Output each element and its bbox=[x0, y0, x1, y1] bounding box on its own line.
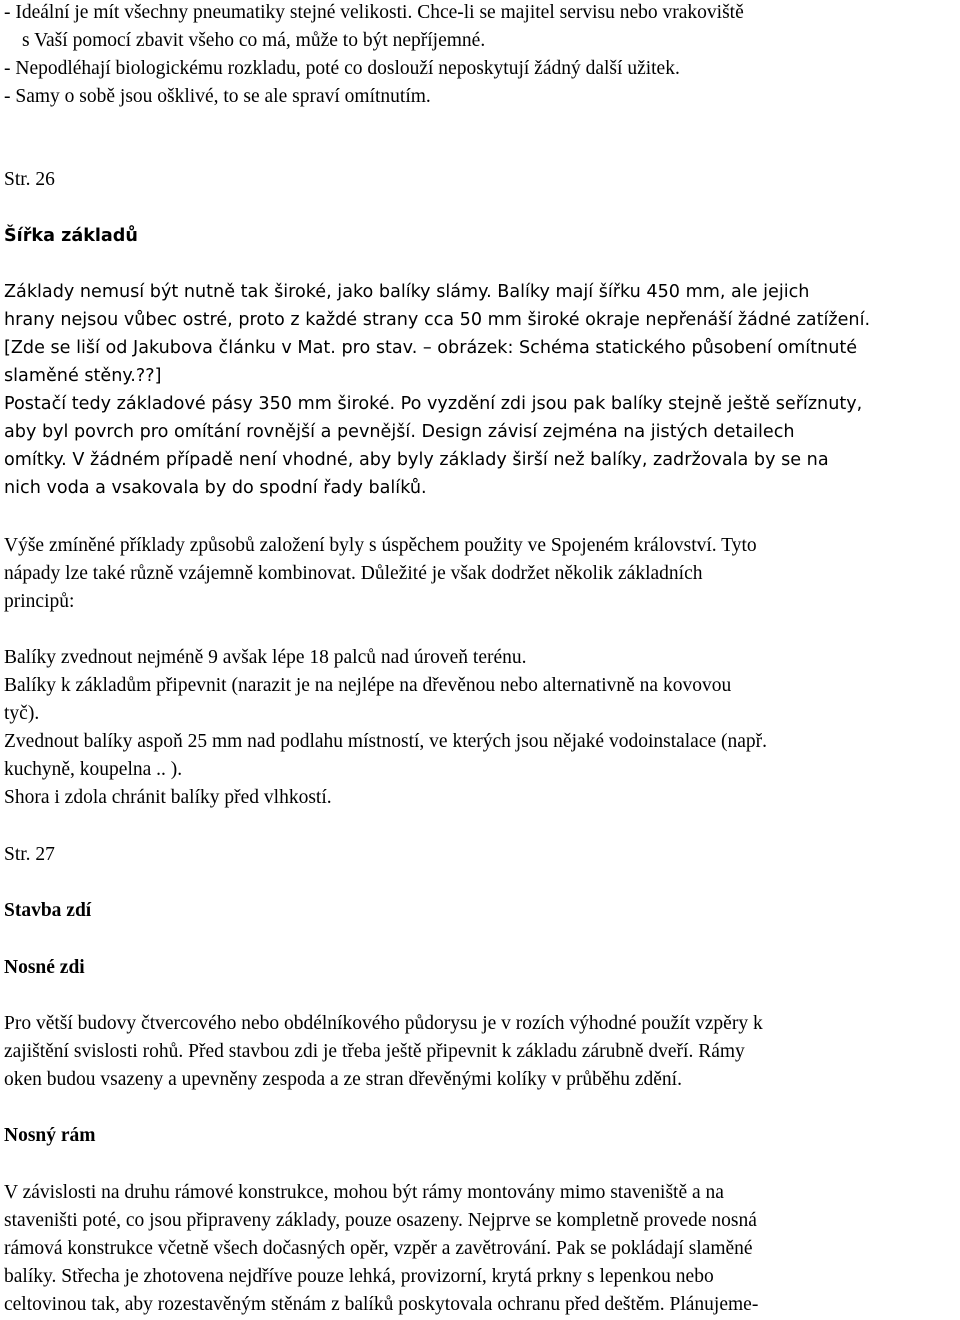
principle-line: tyč). bbox=[4, 703, 40, 724]
principles-list bbox=[4, 644, 958, 812]
paragraph-line: principů: bbox=[4, 591, 75, 612]
heading-load-bearing-frame: Nosný rám bbox=[4, 1125, 96, 1146]
paragraph-line: nich voda a vsakovala by do spodní řady balíků. bbox=[4, 478, 427, 498]
paragraph-line: balíky. Střecha je zhotovena nejdříve pouze lehká, provizorní, krytá prkny s lepenkou nebo bbox=[4, 1266, 714, 1287]
load-bearing-paragraph bbox=[4, 1010, 958, 1094]
paragraph-line: nápady lze také různě vzájemně kombinovat. Důležité je však dodržet několik základních bbox=[4, 563, 703, 584]
paragraph-line: hrany nejsou vůbec ostré, proto z každé strany cca 50 mm široké okraje nepřenáší žádné zatížení. bbox=[4, 310, 871, 330]
paragraph-line: Pro větší budovy čtvercového nebo obdélníkového půdorysu je v rozích výhodné použít vzpěry k bbox=[4, 1013, 763, 1034]
intro-line: - Ideální je mít všechny pneumatiky stejné velikosti. Chce-li se majitel servisu nebo vrakoviště bbox=[4, 2, 744, 23]
principle-line: Balíky zvednout nejméně 9 avšak lépe 18 palců nad úroveň terénu. bbox=[4, 647, 527, 668]
principle-line: Shora i zdola chránit balíky před vlhkostí. bbox=[4, 787, 332, 808]
paragraph-line: [Zde se liší od Jakubova článku v Mat. pro stav. – obrázek: Schéma statického působení omítnuté bbox=[4, 338, 858, 358]
paragraph-line: staveništi poté, co jsou připraveny základy, pouze osazeny. Nejprve se kompletně provede nosná bbox=[4, 1210, 757, 1231]
heading-wall-construction: Stavba zdí bbox=[4, 900, 92, 921]
paragraph-line: oken budou vsazeny a upevněny zespoda a ze stran dřevěnými kolíky v průběhu zdění. bbox=[4, 1069, 682, 1090]
paragraph-line: celtovinou tak, aby rozestavěným stěnám z balíků poskytovala ochranu před deštěm. Plánujeme- bbox=[4, 1294, 759, 1315]
intro-line: - Nepodléhají biologickému rozkladu, poté co doslouží neposkytují žádný další užitek. bbox=[4, 58, 680, 79]
principle-line: kuchyně, koupelna .. ). bbox=[4, 759, 183, 780]
paragraph-line: aby byl povrch pro omítání rovnější a pevnější. Design závisí zejména na jistých detailech bbox=[4, 422, 795, 442]
principle-line: Zvednout balíky aspoň 25 mm nad podlahu místností, ve kterých jsou nějaké vodoinstalace (např. bbox=[4, 731, 768, 752]
paragraph-line: rámová konstrukce včetně všech dočasných opěr, vzpěr a zavětrování. Pak se pokládají slaměné bbox=[4, 1238, 753, 1259]
intro-line: - Samy o sobě jsou ošklivé, to se ale spraví omítnutím. bbox=[4, 86, 431, 107]
paragraph-line: Postačí tedy základové pásy 350 mm široké. Po vyzdění zdi jsou pak balíky stejně ještě seříznuty, bbox=[4, 394, 863, 414]
paragraph-line: Výše zmíněné příklady způsobů založení byly s úspěchem použity ve Spojeném království. Tyto bbox=[4, 535, 757, 556]
principle-line: Balíky k základům připevnit (narazit je na nejlépe na dřevěnou nebo alternativně na kovovou bbox=[4, 675, 732, 696]
intro-line: s Vaší pomocí zbavit všeho co má, může to být nepříjemné. bbox=[22, 30, 486, 51]
paragraph-line: omítky. V žádném případě není vhodné, aby byly základy širší než balíky, zadržovala by se na bbox=[4, 450, 829, 470]
paragraph-line: zajištění svislosti rohů. Před stavbou zdi je třeba ještě připevnit k základu zárubně dveří. Rámy bbox=[4, 1041, 745, 1062]
intro-list bbox=[4, 0, 958, 111]
paragraph-line: Základy nemusí být nutně tak široké, jako balíky slámy. Balíky mají šířku 450 mm, ale jejich bbox=[4, 282, 810, 302]
paragraph-line: V závislosti na druhu rámové konstrukce, mohou být rámy montovány mimo staveniště a na bbox=[4, 1182, 724, 1203]
foundation-paragraph bbox=[4, 278, 958, 502]
page-ref-27: Str. 27 bbox=[4, 844, 55, 865]
heading-foundation-width: Šířka základů bbox=[4, 226, 138, 246]
page-ref-26: Str. 26 bbox=[4, 169, 55, 190]
heading-load-bearing-walls: Nosné zdi bbox=[4, 957, 85, 978]
examples-paragraph bbox=[4, 532, 958, 616]
paragraph-line: slaměné stěny.??] bbox=[4, 366, 162, 386]
frame-paragraph bbox=[4, 1179, 958, 1319]
